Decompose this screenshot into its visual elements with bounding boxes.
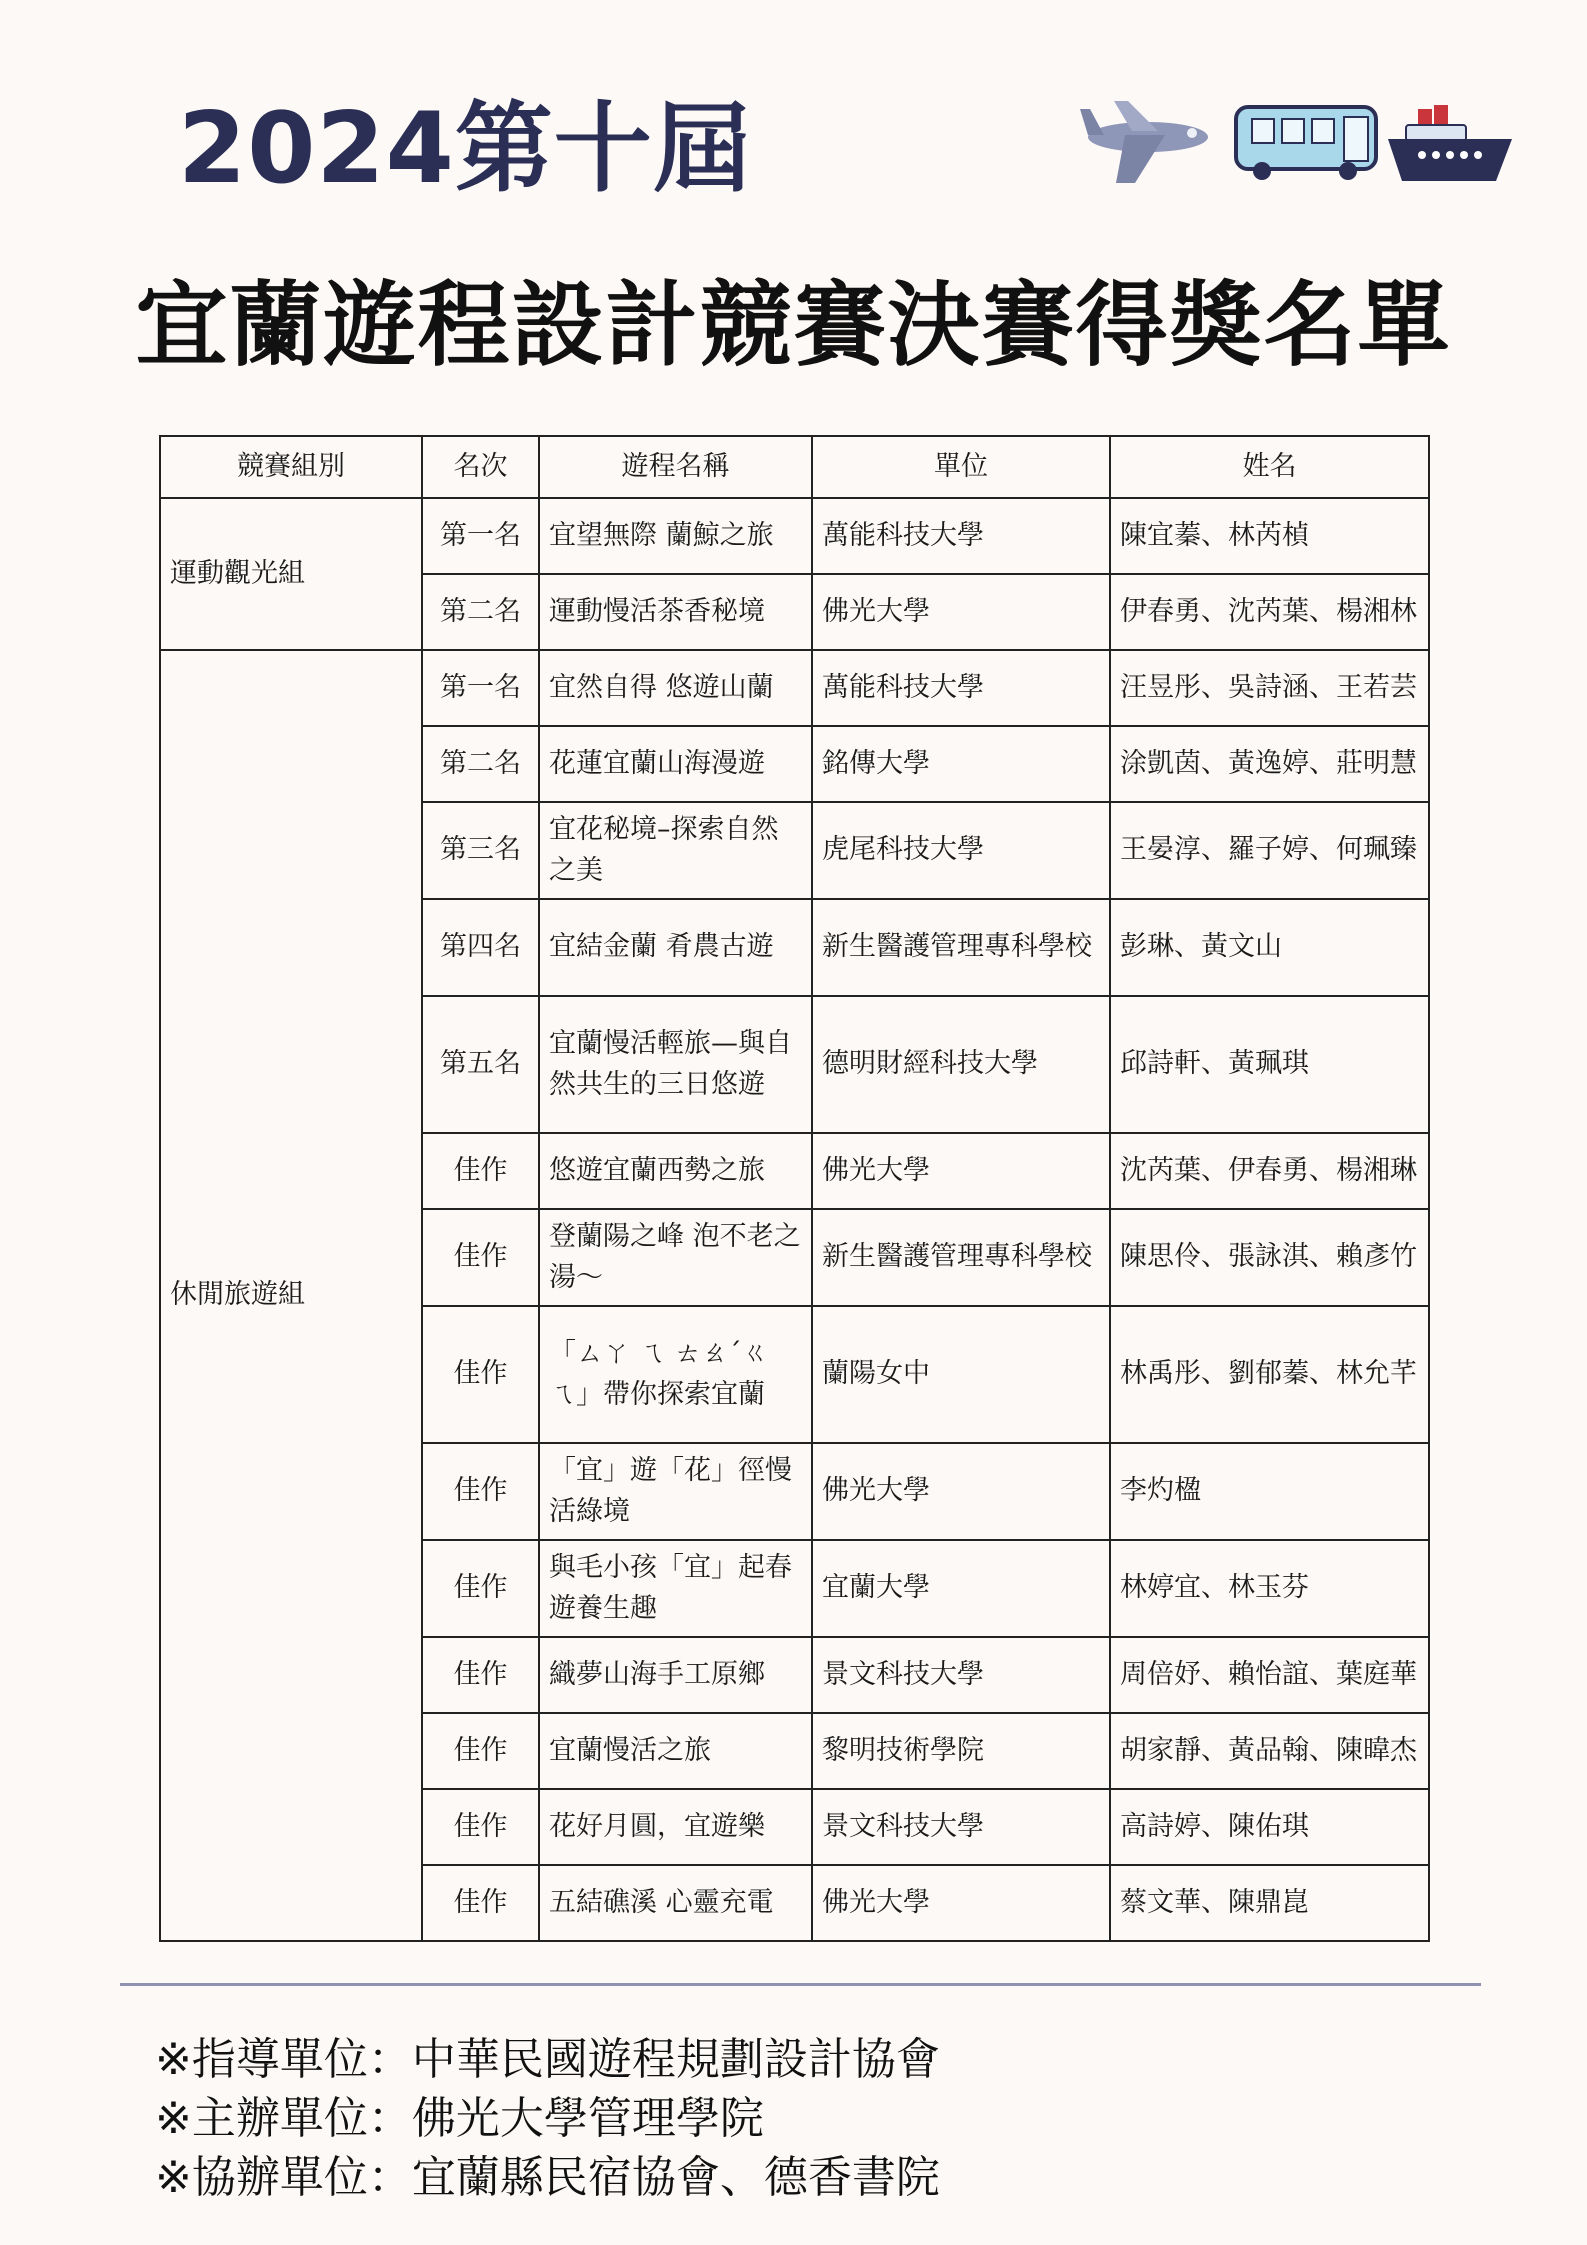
header-group: 競賽組別 bbox=[160, 436, 422, 498]
footer-host-unit: ※主辦單位：佛光大學管理學院 bbox=[155, 2093, 764, 2144]
route-cell: 運動慢活茶香秘境 bbox=[539, 574, 812, 650]
names-cell: 李灼楹 bbox=[1110, 1443, 1429, 1540]
unit-cell: 景文科技大學 bbox=[812, 1637, 1110, 1713]
route-cell: 宜蘭慢活輕旅—與自然共生的三日悠遊 bbox=[539, 996, 812, 1133]
names-cell: 陳思伶、張詠淇、賴彥竹 bbox=[1110, 1209, 1429, 1306]
footer-guidance-unit: ※指導單位：中華民國遊程規劃設計協會 bbox=[155, 2034, 940, 2085]
group-cell: 休閒旅遊組 bbox=[160, 650, 422, 1941]
rank-cell: 佳作 bbox=[422, 1865, 539, 1941]
unit-cell: 新生醫護管理專科學校 bbox=[812, 1209, 1110, 1306]
unit-cell: 萬能科技大學 bbox=[812, 650, 1110, 726]
rank-cell: 佳作 bbox=[422, 1540, 539, 1637]
route-cell: 宜然自得 悠遊山蘭 bbox=[539, 650, 812, 726]
ship-icon bbox=[1388, 105, 1512, 181]
rank-cell: 第五名 bbox=[422, 996, 539, 1133]
header-rank: 名次 bbox=[422, 436, 539, 498]
rank-cell: 佳作 bbox=[422, 1209, 539, 1306]
unit-cell: 虎尾科技大學 bbox=[812, 802, 1110, 899]
rank-cell: 佳作 bbox=[422, 1306, 539, 1443]
route-cell: 宜結金蘭 肴農古遊 bbox=[539, 899, 812, 996]
table-header-row bbox=[160, 436, 1429, 498]
airplane-icon bbox=[1080, 101, 1208, 183]
route-cell: 五結礁溪 心靈充電 bbox=[539, 1865, 812, 1941]
route-cell: 「ㄙㄚ ㄟ ㄊㄠˊㄍㄟ」帶你探索宜蘭 bbox=[539, 1306, 812, 1443]
group-cell: 運動觀光組 bbox=[160, 498, 422, 650]
names-cell: 高詩婷、陳佑琪 bbox=[1110, 1789, 1429, 1865]
route-cell: 與毛小孩「宜」起春遊養生趣 bbox=[539, 1540, 812, 1637]
names-cell: 林婷宜、林玉芬 bbox=[1110, 1540, 1429, 1637]
names-cell: 林禹彤、劉郁蓁、林允芊 bbox=[1110, 1306, 1429, 1443]
rank-cell: 佳作 bbox=[422, 1789, 539, 1865]
rank-cell: 第三名 bbox=[422, 802, 539, 899]
rank-cell: 佳作 bbox=[422, 1443, 539, 1540]
names-cell: 周倍妤、賴怡誼、葉庭華 bbox=[1110, 1637, 1429, 1713]
rank-cell: 第一名 bbox=[422, 498, 539, 574]
names-cell: 汪昱彤、吳詩涵、王若芸 bbox=[1110, 650, 1429, 726]
rank-cell: 佳作 bbox=[422, 1637, 539, 1713]
bus-icon bbox=[1236, 107, 1376, 180]
route-cell: 花好月圓，宜遊樂 bbox=[539, 1789, 812, 1865]
names-cell: 王晏淳、羅子婷、何珮臻 bbox=[1110, 802, 1429, 899]
awards-table bbox=[159, 435, 1430, 1942]
route-cell: 「宜」遊「花」徑慢活綠境 bbox=[539, 1443, 812, 1540]
unit-cell: 蘭陽女中 bbox=[812, 1306, 1110, 1443]
unit-cell: 黎明技術學院 bbox=[812, 1713, 1110, 1789]
footer-co-host-unit: ※協辦單位：宜蘭縣民宿協會、德香書院 bbox=[155, 2152, 940, 2203]
names-cell: 胡家靜、黃品翰、陳暐杰 bbox=[1110, 1713, 1429, 1789]
unit-cell: 佛光大學 bbox=[812, 1133, 1110, 1209]
unit-cell: 宜蘭大學 bbox=[812, 1540, 1110, 1637]
names-cell: 涂凱茵、黃逸婷、莊明慧 bbox=[1110, 726, 1429, 802]
rank-cell: 第一名 bbox=[422, 650, 539, 726]
route-cell: 登蘭陽之峰 泡不老之湯～ bbox=[539, 1209, 812, 1306]
unit-cell: 德明財經科技大學 bbox=[812, 996, 1110, 1133]
rank-cell: 第四名 bbox=[422, 899, 539, 996]
route-cell: 宜蘭慢活之旅 bbox=[539, 1713, 812, 1789]
names-cell: 蔡文華、陳鼎崑 bbox=[1110, 1865, 1429, 1941]
year-title: 2024第十屆 bbox=[178, 92, 752, 206]
unit-cell: 佛光大學 bbox=[812, 1443, 1110, 1540]
rank-cell: 第二名 bbox=[422, 726, 539, 802]
names-cell: 沈芮葉、伊春勇、楊湘琳 bbox=[1110, 1133, 1429, 1209]
header-names: 姓名 bbox=[1110, 436, 1429, 498]
route-cell: 花蓮宜蘭山海漫遊 bbox=[539, 726, 812, 802]
unit-cell: 佛光大學 bbox=[812, 1865, 1110, 1941]
footer bbox=[155, 2030, 940, 2207]
travel-icons bbox=[1080, 95, 1520, 195]
names-cell: 陳宜蓁、林芮楨 bbox=[1110, 498, 1429, 574]
unit-cell: 景文科技大學 bbox=[812, 1789, 1110, 1865]
route-cell: 織夢山海手工原鄉 bbox=[539, 1637, 812, 1713]
header-unit: 單位 bbox=[812, 436, 1110, 498]
unit-cell: 萬能科技大學 bbox=[812, 498, 1110, 574]
table-row bbox=[160, 498, 1429, 574]
unit-cell: 佛光大學 bbox=[812, 574, 1110, 650]
rank-cell: 佳作 bbox=[422, 1133, 539, 1209]
rank-cell: 佳作 bbox=[422, 1713, 539, 1789]
route-cell: 宜花秘境–探索自然之美 bbox=[539, 802, 812, 899]
main-title: 宜蘭遊程設計競賽決賽得獎名單 bbox=[135, 272, 1452, 379]
names-cell: 伊春勇、沈芮葉、楊湘林 bbox=[1110, 574, 1429, 650]
names-cell: 彭琳、黃文山 bbox=[1110, 899, 1429, 996]
unit-cell: 銘傳大學 bbox=[812, 726, 1110, 802]
table-row bbox=[160, 650, 1429, 726]
unit-cell: 新生醫護管理專科學校 bbox=[812, 899, 1110, 996]
footer-divider bbox=[120, 1983, 1481, 1986]
route-cell: 宜望無際 蘭鯨之旅 bbox=[539, 498, 812, 574]
route-cell: 悠遊宜蘭西勢之旅 bbox=[539, 1133, 812, 1209]
rank-cell: 第二名 bbox=[422, 574, 539, 650]
header-route: 遊程名稱 bbox=[539, 436, 812, 498]
names-cell: 邱詩軒、黃珮琪 bbox=[1110, 996, 1429, 1133]
